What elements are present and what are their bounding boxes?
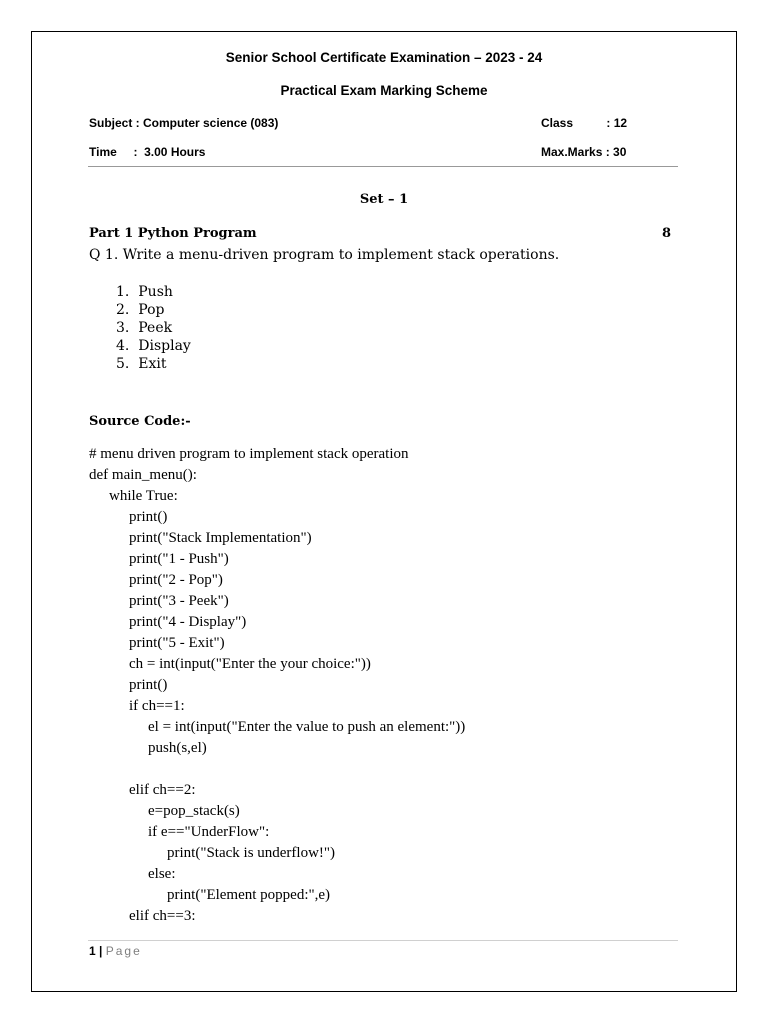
code-line: print("2 - Pop") <box>129 572 223 588</box>
code-line: print("1 - Push") <box>129 551 229 567</box>
set-title: Set – 1 <box>359 192 409 207</box>
list-item: 1. Push <box>116 284 173 300</box>
question-text: Q 1. Write a menu-driven program to implement stack operations. <box>89 247 560 263</box>
code-line: print("Element popped:",e) <box>167 887 331 903</box>
time-label: Time : 3.00 Hours <box>89 145 206 159</box>
subject-label: Subject : Computer science (083) <box>89 116 279 130</box>
part-title: Part 1 Python Program <box>89 226 257 241</box>
code-line: e=pop_stack(s) <box>148 803 240 819</box>
list-item: 2. Pop <box>116 302 165 318</box>
code-line: elif ch==2: <box>129 782 196 798</box>
footer-separator: | <box>95 944 106 958</box>
list-item: 3. Peek <box>116 320 173 336</box>
list-item: 5. Exit <box>116 356 167 372</box>
code-line: print() <box>129 677 168 693</box>
page-footer <box>89 944 142 958</box>
code-line: # menu driven program to implement stack operation <box>89 446 409 462</box>
code-line: print("4 - Display") <box>129 614 247 630</box>
exam-title: Senior School Certificate Examination – 2023 - 24 <box>225 50 543 65</box>
marking-scheme-title: Practical Exam Marking Scheme <box>280 83 488 98</box>
code-line: print() <box>129 509 168 525</box>
list-item: 4. Display <box>116 338 191 354</box>
code-line: if ch==1: <box>129 698 185 714</box>
max-marks-label: Max.Marks : 30 <box>541 145 627 159</box>
code-line: print("Stack is underflow!") <box>167 845 336 861</box>
code-line: print("Stack Implementation") <box>129 530 312 546</box>
code-line: print("3 - Peek") <box>129 593 229 609</box>
code-line: while True: <box>109 488 178 504</box>
code-line: def main_menu(): <box>89 467 197 483</box>
code-line: el = int(input("Enter the value to push an element:")) <box>148 719 466 735</box>
source-code-label: Source Code:- <box>89 414 191 429</box>
part-marks: 8 <box>662 226 672 241</box>
code-line: push(s,el) <box>148 740 207 756</box>
page-number: 1 <box>89 944 96 958</box>
code-line: else: <box>148 866 176 882</box>
class-label: Class : 12 <box>541 116 628 130</box>
header-divider <box>88 166 678 167</box>
code-line: print("5 - Exit") <box>129 635 225 651</box>
page-label: Page <box>105 944 142 958</box>
code-line: ch = int(input("Enter the your choice:")) <box>129 656 371 672</box>
code-line: if e=="UnderFlow": <box>148 824 270 840</box>
footer-divider <box>88 940 678 941</box>
code-line: elif ch==3: <box>129 908 196 924</box>
